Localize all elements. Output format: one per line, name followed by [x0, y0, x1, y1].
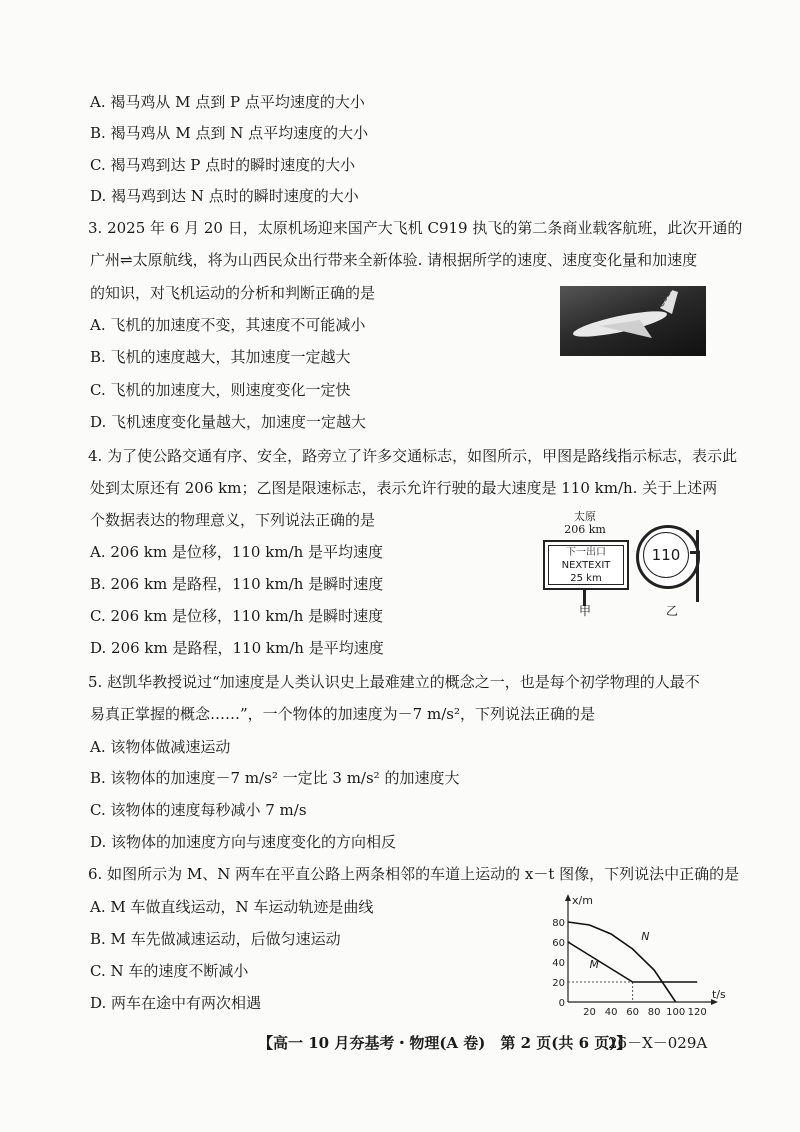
- q4-option-b: B. 206 km 是路程，110 km/h 是瞬时速度: [90, 575, 384, 593]
- q3-option-b: B. 飞机的速度越大，其加速度一定越大: [90, 348, 351, 366]
- q6-option-b: B. M 车先做减速运动，后做匀速运动: [90, 930, 341, 948]
- q6-stem: 6. 如图所示为 M、N 两车在平直公路上两条相邻的车道上运动的 x－t 图像，下列说法中正确的是: [88, 865, 740, 883]
- y-tick-label: 60: [552, 938, 565, 949]
- y-tick-label: 80: [552, 918, 565, 929]
- q5-option-a: A. 该物体做减速运动: [90, 738, 231, 756]
- x-tick-label: 60: [626, 1007, 639, 1018]
- series-m-line: [568, 942, 697, 982]
- q4-option-c: C. 206 km 是位移，110 km/h 是瞬时速度: [90, 607, 384, 625]
- sign-jia-line3: 25 km: [570, 573, 602, 584]
- q4-stem-line2: 处到太原还有 206 km；乙图是限速标志，表示允许行驶的最大速度是 110 km/h. 关于上述两: [90, 479, 718, 497]
- sign-jia-line1: 下一出口: [566, 547, 606, 558]
- q6-option-c: C. N 车的速度不断减小: [90, 962, 249, 980]
- q5-stem-line1: 5. 赵凯华教授说过“加速度是人类认识史上最难建立的概念之一，也是每个初学物理的人最不: [88, 673, 700, 691]
- q5-stem-line2: 易真正掌握的概念……”，一个物体的加速度为－7 m/s²，下列说法正确的是: [90, 705, 595, 723]
- sign-jia-caption: 甲: [578, 604, 591, 618]
- q6-option-d: D. 两车在途中有两次相遇: [90, 994, 262, 1012]
- y-axis-label: x/m: [572, 894, 593, 907]
- q2-option-c: C. 褐马鸡到达 P 点时的瞬时速度的大小: [90, 156, 356, 174]
- q3-option-c: C. 飞机的加速度大，则速度变化一定快: [90, 381, 351, 399]
- x-axis-label: t/s: [712, 988, 726, 1001]
- series-m-label: M: [589, 958, 600, 971]
- q5-option-c: C. 该物体的速度每秒减小 7 m/s: [90, 801, 307, 819]
- y-tick-label: 20: [552, 978, 565, 989]
- q3-stem-line2: 广州⇌太原航线，将为山西民众出行带来全新体验. 请根据所学的速度、速度变化量和加速度: [90, 251, 698, 269]
- q2-option-a: A. 褐马鸡从 M 点到 P 点平均速度的大小: [90, 93, 365, 111]
- q4-option-d: D. 206 km 是路程，110 km/h 是平均速度: [90, 639, 384, 657]
- sign-jia-destination: 太原: [574, 510, 596, 523]
- q5-option-b: B. 该物体的加速度－7 m/s² 一定比 3 m/s² 的加速度大: [90, 769, 460, 787]
- y-axis-arrow: [565, 894, 571, 901]
- q4-stem-line3: 个数据表达的物理意义，下列说法正确的是: [90, 511, 376, 529]
- xt-graph: [538, 890, 726, 1025]
- q6-option-a: A. M 车做直线运动，N 车运动轨迹是曲线: [90, 898, 374, 916]
- footer-exam-info: 【高一 10 月夯基考・物理(A 卷) 第 2 页(共 6 页)】: [258, 1034, 632, 1052]
- sign-jia-board: [543, 540, 629, 590]
- speed-limit-sign: [636, 525, 700, 589]
- airplane-photo: [560, 286, 706, 356]
- sign-yi-pole: [696, 530, 699, 602]
- x-tick-label: 20: [583, 1007, 596, 1018]
- q2-option-b: B. 褐马鸡从 M 点到 N 点平均速度的大小: [90, 124, 369, 142]
- q3-option-d: D. 飞机速度变化量越大，加速度一定越大: [90, 413, 367, 431]
- series-n-line: [568, 922, 676, 1002]
- q5-option-d: D. 该物体的加速度方向与速度变化的方向相反: [90, 833, 397, 851]
- x-tick-label: 40: [604, 1007, 618, 1018]
- y-tick-label: 40: [552, 958, 565, 969]
- series-n-label: N: [641, 930, 650, 943]
- x-tick-label: 120: [687, 1007, 707, 1018]
- x-tick-label: 100: [666, 1007, 686, 1018]
- sign-jia-distance: 206 km: [564, 523, 606, 536]
- q3-stem-line3: 的知识，对飞机运动的分析和判断正确的是: [90, 284, 376, 302]
- sign-jia-line2: NEXTEXIT: [561, 560, 611, 571]
- origin-label: 0: [558, 998, 565, 1009]
- sign-yi-caption: 乙: [665, 604, 678, 618]
- q4-stem-line1: 4. 为了使公路交通有序、安全，路旁立了许多交通标志，如图所示，甲图是路线指示标志，表示此: [88, 447, 738, 465]
- speed-limit-value: 110: [643, 532, 689, 578]
- q3-option-a: A. 飞机的加速度不变，其速度不可能减小: [90, 316, 366, 334]
- x-tick-label: 80: [647, 1007, 661, 1018]
- q3-stem-line1: 3. 2025 年 6 月 20 日，太原机场迎来国产大飞机 C919 执飞的第二条商业载客航班，此次开通的: [88, 219, 743, 237]
- q2-option-d: D. 褐马鸡到达 N 点时的瞬时速度的大小: [90, 187, 359, 205]
- q4-option-a: A. 206 km 是位移，110 km/h 是平均速度: [90, 543, 384, 561]
- plane-logo-text: C919: [655, 284, 677, 310]
- footer-code: 26－X－029A: [608, 1034, 708, 1052]
